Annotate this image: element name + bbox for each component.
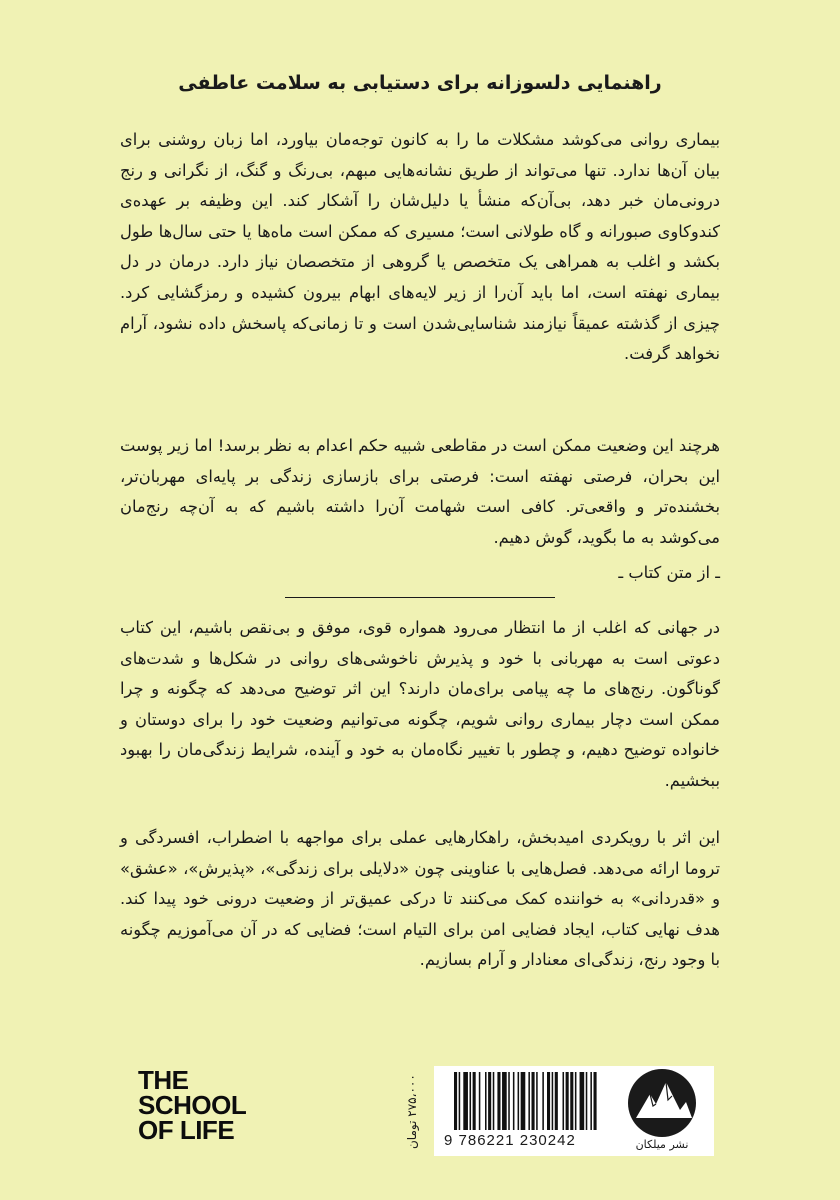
- publisher-name: نشر میلکان: [635, 1138, 689, 1151]
- isbn-number: 9 786221 230242: [444, 1132, 576, 1149]
- price-label: ۲۷۵،۰۰۰ تومان: [405, 1074, 419, 1150]
- school-of-life-logo: [138, 1065, 247, 1145]
- description-text-1: در جهانی که اغلب از ما انتظار می‌رود همواره قوی، موفق و بی‌نقص باشیم، این کتاب دعوتی است به مهربانی با خود و پذیرش ناخوشی‌های روانی در شکل‌ها و شدت‌های گوناگون. رنج‌های ما چه پیامی برای‌مان دارند؟ این اثر توضیح می‌دهد که چگونه و چرا ممکن است دچار بیماری روانی شویم، چگونه می‌توانیم وضعیت خود را برای دوستان و خانواده توضیح دهیم، و چطور با تغییر نگاه‌مان به خود و آینده، شرایط زندگی‌مان را بهبود ببخشیم.: [120, 618, 720, 790]
- logo-line-1: THE: [138, 1065, 189, 1095]
- quote-text-2: هرچند این وضعیت ممکن است در مقاطعی شبیه حکم اعدام به نظر برسد! اما زیر پوست این بحران، فرصتی نهفته است: فرصتی برای بازسازی زندگی بر پایه‌ای مهربان‌تر، بخشنده‌تر و واقعی‌تر. کافی است شهامت آن‌را داشته باشیم که به آن‌چه رنج‌مان می‌کوشد به ما بگوید، گوش دهیم.: [120, 436, 720, 547]
- publisher-logo: [622, 1066, 702, 1156]
- logo-line-3: OF LIFE: [138, 1115, 235, 1145]
- barcode-bars: [454, 1072, 644, 1130]
- quote-paragraph-1: [120, 125, 720, 370]
- description-paragraph-1: [120, 613, 720, 797]
- mountain-icon: [622, 1066, 702, 1138]
- description-paragraph-2: [120, 823, 720, 976]
- quote-text-1: بیماری روانی می‌کوشد مشکلات ما را به کانون توجه‌مان بیاورد، اما زبان روشنی برای بیان آن‌ها ندارد. تنها می‌تواند از طریق نشانه‌هایی مبهم، بی‌رنگ و گنگ، از نگرانی و رنج درونی‌مان خبر دهد، بی‌آن‌که منشأ یا دلیل‌شان را آشکار کند. این وظیفه بر عهده‌ی کندوکاوی صبورانه و گاه طولانی است؛ مسیری که ممکن است ماه‌ها یا حتی سال‌ها طول بکشد و اغلب به همراهی یک متخصص یا گروهی از متخصصان نیاز دارد. درمان در دل بیماری نهفته است، اما باید آن‌را از زیر لایه‌های ابهام بیرون کشیده و رمزگشایی کرد. چیزی از گذشته عمیقاً نیازمند شناسایی‌شدن است و تا زمانی‌که پاسخش داده نشود، آرام نخواهد گرفت.: [120, 130, 720, 364]
- cover-title: راهنمایی دلسوزانه برای دستیابی به سلامت عاطفی: [178, 72, 662, 94]
- quote-paragraph-2: [120, 431, 720, 553]
- section-divider: [285, 597, 555, 598]
- quote-attribution: ـ از متن کتاب ـ: [618, 563, 720, 582]
- logo-line-2: SCHOOL: [138, 1090, 247, 1120]
- description-text-2: این اثر با رویکردی امیدبخش، راهکارهایی عملی برای مواجهه با اضطراب، افسردگی و تروما ارائه می‌دهد. فصل‌هایی با عناوینی چون «دلایلی برای زندگی»، «پذیرش»، «عشق» و «قدردانی» به خواننده کمک می‌کنند تا درکی عمیق‌تر از وضعیت درونی خود پیدا کند. هدف نهایی کتاب، ایجاد فضایی امن برای التیام است؛ فضایی که در آن می‌آموزیم چگونه با وجود رنج، زندگی‌ای معنادار و آرام بسازیم.: [120, 828, 720, 970]
